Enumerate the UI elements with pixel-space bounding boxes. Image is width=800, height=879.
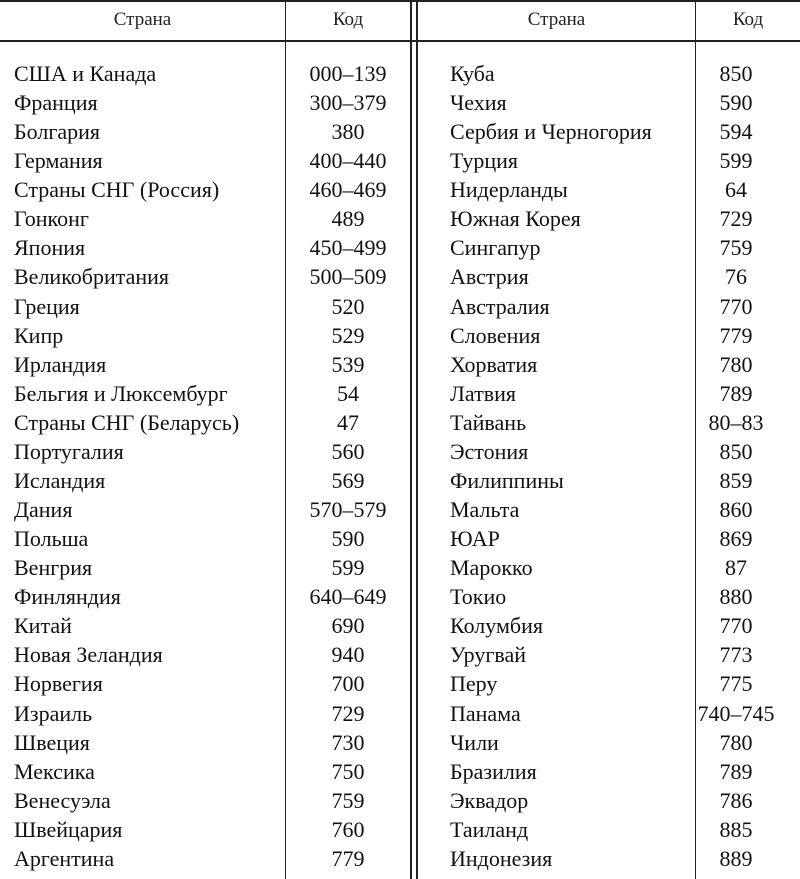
left-code-cell: 300–379 [309, 90, 387, 115]
right-code-cell: 770 [719, 613, 753, 638]
right-country-cell: Нидерланды [450, 177, 568, 202]
left-code-cell: 529 [331, 323, 365, 348]
header-code-right: Код [732, 9, 764, 30]
left-code-cell: 690 [331, 613, 365, 638]
left-code-cell: 730 [331, 730, 365, 755]
left-code-cell: 640–649 [309, 584, 387, 609]
right-country-cell: Южная Корея [450, 206, 581, 231]
left-code-cell: 460–469 [309, 177, 387, 202]
left-code-cell: 380 [331, 119, 365, 144]
right-country-cell: Эстония [450, 439, 529, 464]
right-country-cell: Хорватия [450, 352, 538, 377]
right-country-cell: Сербия и Черногория [450, 119, 652, 144]
right-country-cell: Сингапур [450, 235, 541, 260]
left-country-cell: Греция [14, 294, 80, 319]
left-code-cell: 489 [331, 206, 365, 231]
left-country-cell: Страны СНГ (Беларусь) [14, 410, 240, 435]
right-country-cell: Индонезия [450, 846, 553, 871]
left-country-cell: Мексика [14, 759, 95, 784]
right-code-cell: 740–745 [697, 701, 775, 726]
left-country-cell: Гонконг [14, 206, 89, 231]
left-country-cell: Венгрия [14, 555, 93, 580]
left-country-cell: Дания [14, 497, 73, 522]
header-rule [0, 40, 800, 42]
right-country-cell: Панама [450, 701, 521, 726]
left-country-cell: Ирландия [14, 352, 107, 377]
right-code-cell: 594 [719, 119, 753, 144]
left-code-cell: 760 [331, 817, 365, 842]
right-country-cell: Куба [450, 61, 495, 86]
left-country-cell: Китай [14, 613, 72, 638]
right-country-cell: Австралия [450, 294, 550, 319]
left-country-cell: Аргентина [14, 846, 115, 871]
right-code-cell: 87 [725, 555, 747, 580]
center-double-rule-b [416, 0, 418, 879]
right-code-cell: 850 [719, 61, 753, 86]
left-country-cell: Кипр [14, 323, 64, 348]
right-code-cell: 789 [719, 381, 753, 406]
right-code-cell: 775 [719, 671, 753, 696]
left-code-cell: 570–579 [309, 497, 387, 522]
right-country-cell: Филиппины [450, 468, 564, 493]
left-country-cell: Франция [14, 90, 98, 115]
right-country-cell: Чехия [450, 90, 507, 115]
right-code-cell: 869 [719, 526, 753, 551]
right-country-cell: Бразилия [450, 759, 537, 784]
header-country-right: Страна [527, 9, 586, 30]
left-country-cell: США и Канада [14, 61, 157, 86]
right-code-cell: 590 [719, 90, 753, 115]
left-country-cell: Венесуэла [14, 788, 111, 813]
left-country-cell: Страны СНГ (Россия) [14, 177, 220, 202]
left-country-cell: Болгария [14, 119, 101, 144]
left-country-cell: Япония [14, 235, 86, 260]
right-country-cell: Марокко [450, 555, 533, 580]
left-code-cell: 779 [331, 846, 365, 871]
left-code-cell: 400–440 [309, 148, 387, 173]
left-code-cell: 750 [331, 759, 365, 784]
left-code-cell: 729 [331, 701, 365, 726]
right-code-cell: 859 [719, 468, 753, 493]
right-code-cell: 599 [719, 148, 753, 173]
header-code-left: Код [332, 9, 364, 30]
left-country-cell: Бельгия и Люксембург [14, 381, 228, 406]
left-country-cell: Швеция [14, 730, 90, 755]
left-code-cell: 700 [331, 671, 365, 696]
left-code-cell: 54 [337, 381, 359, 406]
right-code-cell: 729 [719, 206, 753, 231]
right-country-cell: Перу [450, 671, 498, 696]
left-country-cell: Португалия [14, 439, 124, 464]
right-country-cell: Турция [450, 148, 519, 173]
left-country-cell: Германия [14, 148, 103, 173]
left-code-cell: 450–499 [309, 235, 387, 260]
right-code-cell: 76 [725, 264, 747, 289]
right-country-cell: Мальта [450, 497, 520, 522]
right-country-cell: Латвия [450, 381, 517, 406]
left-country-cell: Финляндия [14, 584, 121, 609]
right-code-cell: 889 [719, 846, 753, 871]
left-country-cell: Новая Зеландия [14, 642, 163, 667]
left-code-cell: 47 [337, 410, 359, 435]
center-double-rule-a [410, 0, 412, 879]
left-code-cell: 569 [331, 468, 365, 493]
left-country-cell: Польша [14, 526, 89, 551]
left-country-cell: Исландия [14, 468, 106, 493]
left-code-cell: 000–139 [309, 61, 387, 86]
right-code-cell: 786 [719, 788, 753, 813]
left-code-cell: 500–509 [309, 264, 387, 289]
left-code-cell: 599 [331, 555, 365, 580]
left-country-cell: Швейцария [14, 817, 123, 842]
left-code-cell: 520 [331, 294, 365, 319]
right-code-cell: 885 [719, 817, 753, 842]
left-code-cell: 539 [331, 352, 365, 377]
header-country-left: Страна [113, 9, 172, 30]
right-code-cell: 80–83 [708, 410, 764, 435]
right-code-cell: 789 [719, 759, 753, 784]
right-country-cell: Словения [450, 323, 541, 348]
left-country-cell: Великобритания [14, 264, 170, 289]
right-country-cell: Австрия [450, 264, 529, 289]
right-code-cell: 779 [719, 323, 753, 348]
left-country-cell: Израиль [14, 701, 93, 726]
right-code-cell: 773 [719, 642, 753, 667]
right-country-cell: Чили [450, 730, 499, 755]
left-code-cell: 560 [331, 439, 365, 464]
right-country-cell: Таиланд [450, 817, 529, 842]
right-country-cell: Тайвань [450, 410, 527, 435]
right-code-cell: 770 [719, 294, 753, 319]
right-code-cell: 880 [719, 584, 753, 609]
right-code-cell: 860 [719, 497, 753, 522]
right-country-cell: Эквадор [450, 788, 529, 813]
right-country-cell: ЮАР [450, 526, 500, 551]
right-country-cell: Токио [450, 584, 507, 609]
left-country-cell: Норвегия [14, 671, 103, 696]
left-code-cell: 759 [331, 788, 365, 813]
right-country-cell: Уругвай [450, 642, 527, 667]
left-code-cell: 940 [331, 642, 365, 667]
right-code-cell: 850 [719, 439, 753, 464]
right-code-cell: 780 [719, 730, 753, 755]
left-code-cell: 590 [331, 526, 365, 551]
right-country-cell: Колумбия [450, 613, 543, 638]
right-code-cell: 64 [725, 177, 747, 202]
right-code-cell: 780 [719, 352, 753, 377]
right-code-cell: 759 [719, 235, 753, 260]
